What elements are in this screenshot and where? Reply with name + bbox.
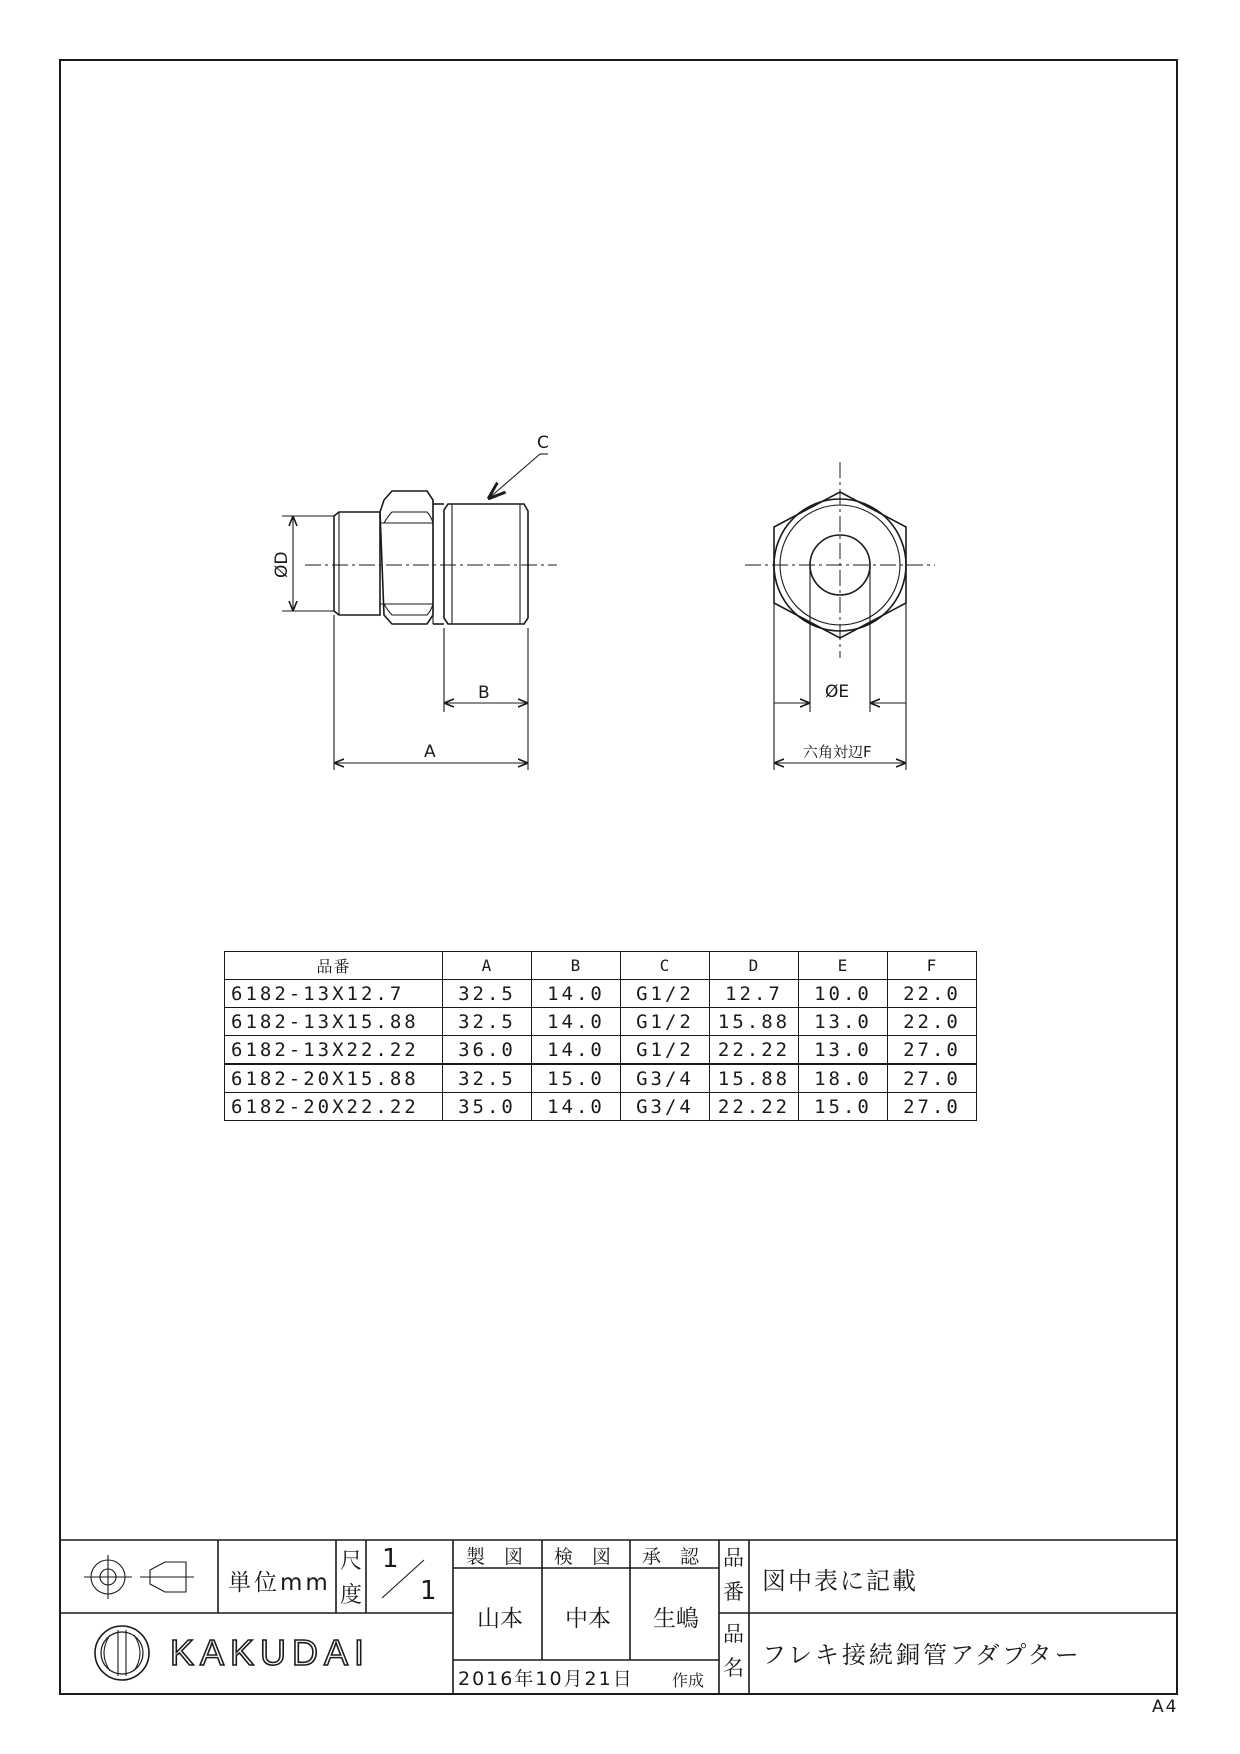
header-e: E [799,952,888,980]
third-angle-projection-icon [84,1555,194,1599]
table-cell: 15.88 [710,1064,799,1093]
scale-numerator: 1 [382,1544,399,1574]
table-row [225,1036,977,1065]
table-cell: 32.5 [443,980,532,1008]
header-c: C [621,952,710,980]
header-f: F [888,952,977,980]
end-view [745,462,935,770]
part-name-value: フレキ接続銅管アダプター [762,1641,1082,1669]
table-cell: 15.0 [532,1064,621,1093]
header-d: D [710,952,799,980]
table-cell: 6182-13X15.88 [225,1008,443,1036]
label-length-a: A [424,742,436,762]
table-row [225,1064,977,1093]
approved-header: 承 認 [642,1546,700,1568]
checked-header: 検 図 [554,1546,612,1568]
created-label: 作成 [672,1671,705,1690]
spec-table-header-row [225,952,977,980]
table-cell: 6182-20X15.88 [225,1064,443,1093]
table-row [225,1093,977,1121]
table-cell: 6182-20X22.22 [225,1093,443,1121]
part-name-label-top: 品 [723,1622,744,1646]
drawn-by: 山本 [477,1606,523,1632]
checked-by: 中本 [565,1606,611,1632]
scale-label-top: 尺 [340,1549,363,1574]
scale-label-bottom: 度 [340,1583,363,1608]
side-view [272,433,557,770]
table-cell: 27.0 [888,1036,977,1065]
part-number-label-bottom: 番 [723,1580,744,1604]
header-b: B [532,952,621,980]
table-cell: 15.88 [710,1008,799,1036]
table-cell: 12.7 [710,980,799,1008]
table-cell: 32.5 [443,1064,532,1093]
table-cell: 36.0 [443,1036,532,1065]
brand-wordmark: KAKUDAI [170,1632,371,1673]
part-number-label-top: 品 [723,1546,744,1570]
table-row [225,980,977,1008]
table-cell: G1/2 [621,1008,710,1036]
table-cell: 13.0 [799,1008,888,1036]
label-diameter-d: ØD [272,551,292,578]
table-cell: 14.0 [532,1036,621,1065]
table-cell: 22.22 [710,1036,799,1065]
created-date: 2016年10月21日 [458,1668,634,1690]
label-diameter-e: ØE [825,682,850,702]
header-part-number: 品番 [225,952,443,980]
approved-by: 生嶋 [653,1606,699,1632]
table-row [225,1008,977,1036]
table-cell: 6182-13X22.22 [225,1036,443,1065]
table-cell: 6182-13X12.7 [225,980,443,1008]
table-cell: 10.0 [799,980,888,1008]
part-name-label-bottom: 名 [723,1656,744,1680]
table-cell: 22.22 [710,1093,799,1121]
table-cell: 14.0 [532,980,621,1008]
table-cell: 14.0 [532,1008,621,1036]
table-cell: 22.0 [888,980,977,1008]
label-length-b: B [478,683,490,703]
label-thread-c: C [537,433,549,453]
drawn-header: 製 図 [466,1546,524,1568]
header-a: A [443,952,532,980]
table-cell: 27.0 [888,1064,977,1093]
table-cell: G1/2 [621,980,710,1008]
table-cell: G3/4 [621,1093,710,1121]
table-cell: 32.5 [443,1008,532,1036]
table-cell: 15.0 [799,1093,888,1121]
table-cell: 35.0 [443,1093,532,1121]
spec-table [224,951,977,1121]
table-cell: 13.0 [799,1036,888,1065]
table-cell: 18.0 [799,1064,888,1093]
table-cell: 22.0 [888,1008,977,1036]
sheet-size: A4 [1152,1697,1179,1717]
unit-label: 単位mm [228,1570,331,1596]
part-number-value: 図中表に記載 [762,1567,918,1595]
table-cell: G3/4 [621,1064,710,1093]
label-hex-f: 六角対辺F [803,743,872,761]
scale-denominator: 1 [420,1576,437,1606]
table-cell: G1/2 [621,1036,710,1065]
table-cell: 27.0 [888,1093,977,1121]
kakudai-logo-icon [95,1626,149,1680]
table-cell: 14.0 [532,1093,621,1121]
